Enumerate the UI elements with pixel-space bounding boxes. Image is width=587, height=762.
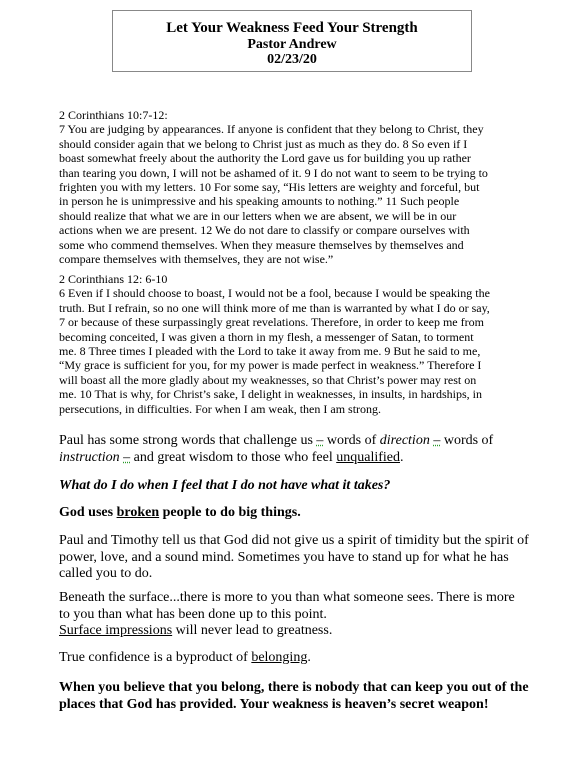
emphasis-direction: direction	[379, 433, 430, 448]
scripture-text: 7 You are judging by appearances. If anyone is confident that they belong to Christ, they should consider again that we belong to Christ just as much as they do. 8 So even if I boast somewhat freely about the authority the Lord gave us for building you up rather than tearing you down, I will not be ashamed of it. 9 I do not want to seem to be trying to frighten you with my letters. 10 For some say, “His letters are weighty and forceful, but in person he is unimpressive and his speaking amounts to nothing.” 11 Such people should realize that what we are in our letters when we are absent, we will be in our actions when we are present. 12 We do not dare to classify or compare ourselves with some who commend themselves. When they measure themselves by themselves and compare themselves with themselves, they are not wise.”	[59, 122, 488, 267]
underlined-belonging: belonging	[251, 650, 308, 665]
sermon-title: Let Your Weakness Feed Your Strength	[166, 20, 418, 36]
statement-broken-people	[59, 505, 529, 522]
sermon-date: 02/23/20	[267, 52, 317, 67]
text-run: and great wisdom to those who feel	[130, 449, 337, 465]
paragraph-beneath-surface	[59, 590, 529, 640]
scripture-text: 6 Even if I should choose to boast, I would not be a fool, because I would be speaking the truth. But I refrain, so no one will think more of me than is warranted by what I do or say, 7 or because of these surpassingly great revelations. Therefore, in order to keep me from becoming conceited, I was given a thorn in my flesh, a messenger of Satan, to torment me. 8 Three times I pleaded with the Lord to take it away from me. 9 But he said to me, “My grace is sufficient for you, for my power is made perfect in weakness.” Therefore I will boast all the more gladly about my weaknesses, so that Christ’s power may rest on me. 10 That is why, for Christ’s sake, I delight in weaknesses, in insults, in hardships, in persecutions, in difficulties. For when I am weak, then I am strong.	[59, 286, 490, 416]
closing-statement: When you believe that you belong, there is nobody that can keep you out of the places that God has provided. Your weakness is heaven’s secret weapon!	[59, 680, 529, 712]
text-run: True confidence is a byproduct of	[59, 650, 252, 665]
text-run: Paul has some strong words that challenge us	[59, 433, 317, 448]
scripture-passage-1	[59, 108, 531, 266]
text-run: will never lead to greatness.	[172, 623, 333, 638]
question-heading: What do I do when I feel that I do not have what it takes?	[59, 478, 391, 493]
paragraph-true-confidence	[59, 650, 529, 667]
sermon-author: Pastor Andrew	[247, 37, 337, 52]
text-run: .	[400, 449, 404, 465]
paragraph-strong-words	[59, 433, 529, 466]
text-run: people to do big things.	[159, 505, 301, 520]
text-run: .	[307, 650, 311, 665]
scripture-reference: 2 Corinthians 10:7-12:	[59, 108, 168, 122]
underlined-broken: broken	[116, 505, 160, 520]
text-run: God uses	[59, 505, 117, 520]
text-run: words of	[323, 433, 380, 448]
text-run: words of	[440, 433, 494, 448]
scripture-passage-2	[59, 272, 531, 416]
emphasis-instruction: instruction	[59, 449, 120, 465]
scripture-reference: 2 Corinthians 12: 6-10	[59, 272, 168, 286]
en-dash: –	[433, 433, 441, 448]
en-dash: –	[316, 433, 324, 448]
underlined-unqualified: unqualified	[336, 449, 400, 465]
paragraph-paul-timothy: Paul and Timothy tell us that God did not give us a spirit of timidity but the spirit of power, love, and a sound mind. Sometimes you have to stand up for what he has called you to do.	[59, 533, 529, 581]
text-run: Beneath the surface...there is more to you than what someone sees. There is more to you than what has been done up to this point.	[59, 590, 515, 622]
en-dash: –	[123, 449, 131, 465]
underlined-surface-impressions: Surface impressions	[59, 623, 173, 638]
sermon-header	[112, 10, 472, 72]
